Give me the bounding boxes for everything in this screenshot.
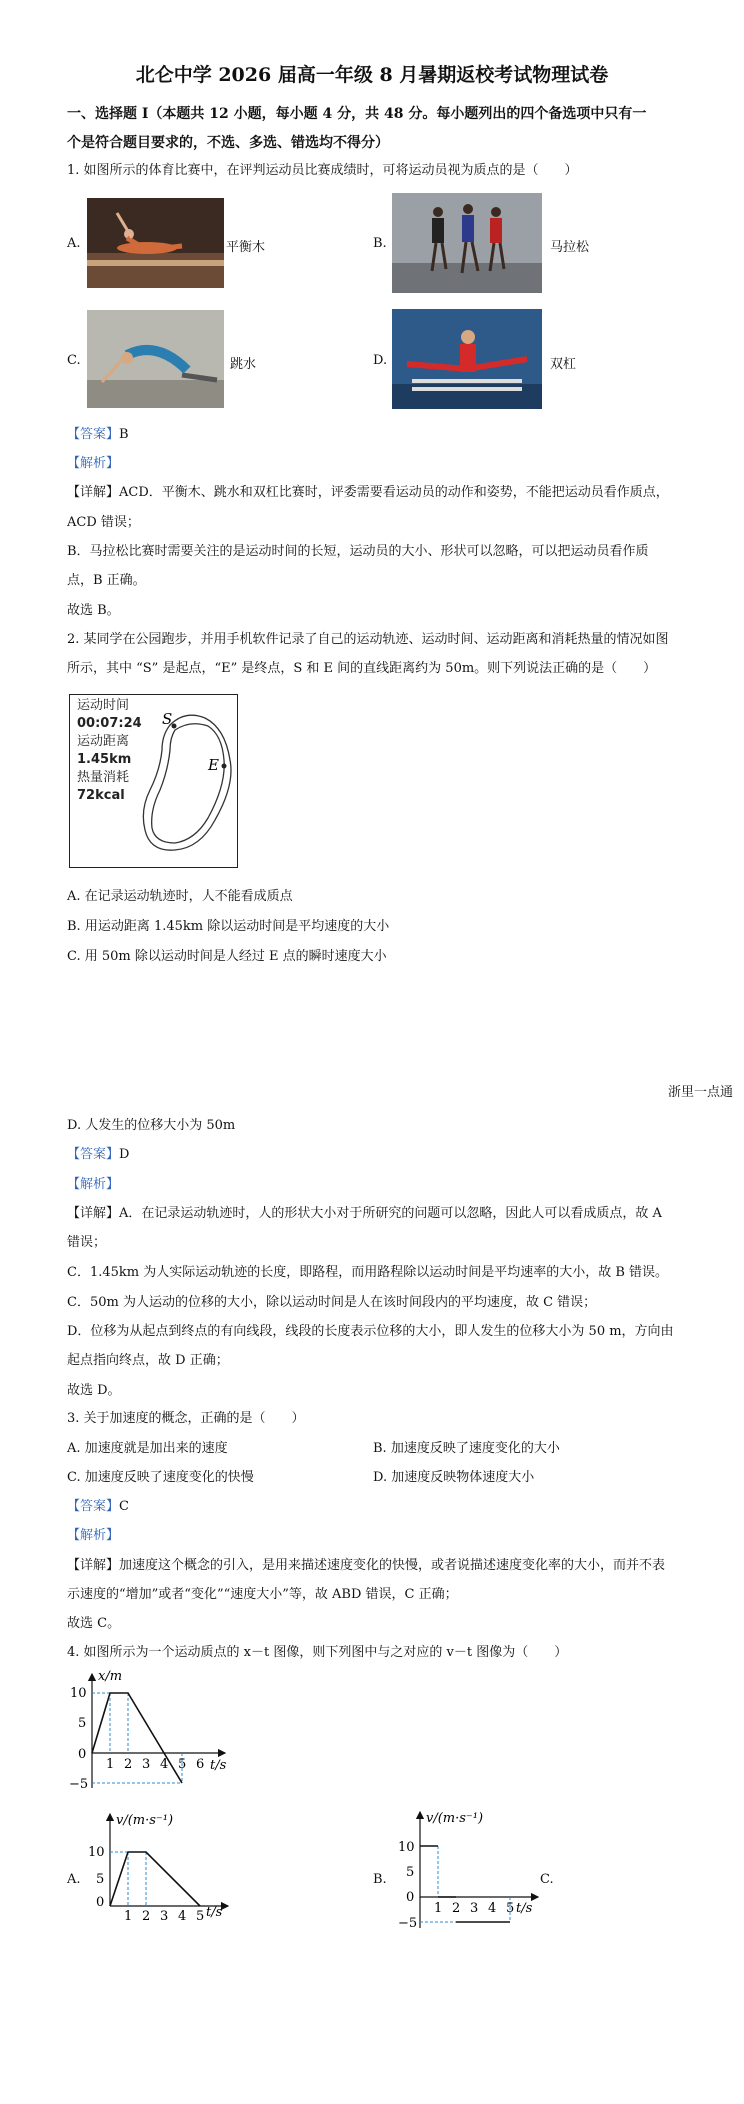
vt-b-xlabel: t/s	[516, 1901, 533, 1916]
end-marker: E	[208, 756, 219, 774]
q1-detail-tag: 【详解】	[67, 485, 120, 500]
vt-a-ytick-5: 5	[96, 1872, 105, 1887]
xt-xtick-1: 1	[106, 1757, 115, 1772]
run-calories-value: 72kcal	[77, 788, 125, 803]
q1-option-c-label: 跳水	[230, 357, 257, 372]
q1-option-d-letter: D.	[373, 353, 388, 368]
q1-option-a-label: 平衡木	[226, 240, 266, 255]
q2-detail-text-1: A．在记录运动轨迹时，人的形状大小对于所研究的问题可以忽略，因此人可以看成质点，故 A	[119, 1206, 662, 1221]
vt-a-ylabel: v/(m·s⁻¹)	[116, 1813, 174, 1828]
q4-stem: 4. 如图所示为一个运动质点的 x－t 图像，则下列图中与之对应的 v－t 图像为（ ）	[67, 1645, 568, 1660]
q2-answer	[67, 1146, 687, 1164]
vt-a-ytick-10: 10	[88, 1845, 105, 1860]
q2-answer-tag: 【答案】	[67, 1147, 120, 1162]
q3-detail-tag: 【详解】	[67, 1558, 120, 1573]
q1-option-d-label: 双杠	[550, 357, 577, 372]
xt-ytick-0: 0	[78, 1747, 87, 1762]
q2-detail-line-7: 故选 D。	[67, 1383, 121, 1398]
q2-answer-value: D	[119, 1147, 130, 1162]
q1-answer-value: B	[119, 427, 129, 442]
q1-detail-line-5: 故选 B。	[67, 603, 120, 618]
q1-answer	[67, 426, 687, 444]
q4-option-b-letter: B.	[373, 1872, 387, 1887]
q3-option-d: D. 加速度反映物体速度大小	[373, 1470, 535, 1485]
vt-a-curve	[110, 1852, 200, 1906]
q1-detail-line-4: 点，B 正确。	[67, 573, 146, 588]
section-heading-line-1: 一、选择题 I（本题共 12 小题，每小题 4 分，共 48 分。每小题列出的四个备选项中只有一	[67, 106, 647, 122]
xt-xtick-5: 5	[178, 1757, 187, 1772]
q3-detail-text-1: 加速度这个概念的引入，是用来描述速度变化的快慢，或者说描述速度变化率的大小，而并不表	[119, 1558, 666, 1573]
vt-graph-b	[398, 1808, 548, 1932]
q3-stem: 3. 关于加速度的概念，正确的是（ ）	[67, 1411, 305, 1426]
start-marker: S	[162, 710, 173, 728]
q1-stem: 1. 如图所示的体育比赛中，在评判运动员比赛成绩时，可将运动员视为质点的是（ ）	[67, 163, 578, 178]
running-track-path	[140, 700, 240, 865]
xt-xtick-2: 2	[124, 1757, 133, 1772]
xt-xtick-4: 4	[160, 1757, 169, 1772]
q2-option-a: A. 在记录运动轨迹时，人不能看成质点	[67, 889, 293, 904]
q2-option-d: D. 人发生的位移大小为 50m	[67, 1118, 236, 1133]
run-time-label: 运动时间	[77, 698, 130, 713]
q2-detail-line-1	[67, 1205, 687, 1223]
q4-option-a-letter: A.	[67, 1872, 81, 1887]
q3-detail-line-1	[67, 1557, 687, 1575]
q1-option-b-letter: B.	[373, 236, 387, 251]
vt-b-xtick-3: 3	[470, 1901, 479, 1916]
vt-a-xtick-4: 4	[178, 1909, 187, 1920]
vt-a-xtick-3: 3	[160, 1909, 169, 1920]
q2-option-b: B. 用运动距离 1.45km 除以运动时间是平均速度的大小	[67, 919, 390, 934]
q3-option-a: A. 加速度就是加出来的速度	[67, 1441, 228, 1456]
q1-option-a-letter: A.	[67, 236, 81, 251]
marathon-photo	[392, 193, 542, 293]
vt-graph-a	[88, 1808, 238, 1920]
q1-detail-line-1	[67, 484, 687, 502]
vt-a-xtick-1: 1	[124, 1909, 133, 1920]
q2-detail-line-2: 错误；	[67, 1235, 107, 1250]
q3-option-b: B. 加速度反映了速度变化的大小	[373, 1441, 560, 1456]
q2-stem-line-2: 所示，其中 “S” 是起点，“E” 是终点，S 和 E 间的直线距离约为 50m。则下列说法正确的是（ ）	[67, 661, 657, 676]
q2-stem-line-1: 2. 某同学在公园跑步，并用手机软件记录了自己的运动轨迹、运动时间、运动距离和消耗热量的情况如图	[67, 632, 669, 647]
vt-a-ytick-0: 0	[96, 1895, 105, 1910]
run-distance-label: 运动距离	[77, 734, 130, 749]
q1-detail-line-2: ACD 错误；	[67, 515, 140, 530]
vt-b-xtick-1: 1	[434, 1901, 443, 1916]
balance-beam-photo	[87, 198, 224, 288]
q3-analysis-tag: 【解析】	[67, 1528, 120, 1543]
page-title: 北仑中学 2026 届高一年级 8 月暑期返校考试物理试卷	[135, 64, 609, 86]
vt-b-xtick-4: 4	[488, 1901, 497, 1916]
section-heading	[67, 100, 687, 158]
xt-xtick-6: 6	[196, 1757, 205, 1772]
vt-b-ytick-0: 0	[406, 1890, 415, 1905]
q1-answer-tag: 【答案】	[67, 427, 120, 442]
xt-xlabel: t/s	[210, 1758, 227, 1773]
run-distance-value: 1.45km	[77, 752, 132, 767]
q1-analysis-tag: 【解析】	[67, 456, 120, 471]
watermark: 浙里一点通	[668, 1085, 734, 1100]
q1-detail-line-3: B．马拉松比赛时需要关注的是运动时间的长短，运动员的大小、形状可以忽略，可以把运动员看作质	[67, 544, 649, 559]
q4-option-c-letter: C.	[540, 1872, 554, 1887]
xt-ytick-neg5: −5	[69, 1777, 89, 1792]
vt-b-ytick-5: 5	[406, 1865, 415, 1880]
q3-answer-tag: 【答案】	[67, 1499, 120, 1514]
vt-b-ylabel: v/(m·s⁻¹)	[426, 1811, 484, 1826]
q2-analysis-tag: 【解析】	[67, 1177, 120, 1192]
q2-detail-line-4: C．50m 为人运动的位移的大小，除以运动时间是人在该时间段内的平均速度，故 C 错误；	[67, 1295, 597, 1310]
vt-b-xtick-5: 5	[506, 1901, 515, 1916]
q1-option-c-letter: C.	[67, 353, 81, 368]
q2-detail-tag: 【详解】	[67, 1206, 120, 1221]
diving-photo	[87, 310, 224, 408]
xt-ytick-5: 5	[78, 1716, 87, 1731]
q3-option-c: C. 加速度反映了速度变化的快慢	[67, 1470, 254, 1485]
q2-detail-line-5: D．位移为从起点到终点的有向线段，线段的长度表示位移的大小，即人发生的位移大小为 50 m，方向由	[67, 1324, 674, 1339]
q1-option-b-label: 马拉松	[550, 240, 590, 255]
q1-detail-text-1: ACD．平衡木、跳水和双杠比赛时，评委需要看运动员的动作和姿势，不能把运动员看作质点，	[119, 485, 669, 500]
q2-option-c: C. 用 50m 除以运动时间是人经过 E 点的瞬时速度大小	[67, 949, 387, 964]
vt-a-xtick-2: 2	[142, 1909, 151, 1920]
vt-b-xtick-2: 2	[452, 1901, 461, 1916]
xt-graph	[60, 1668, 240, 1800]
vt-a-xlabel: t/s	[206, 1905, 223, 1920]
q3-answer	[67, 1498, 687, 1516]
q2-detail-line-3: C．1.45km 为人实际运动轨迹的长度，即路程，而用路程除以运动时间是平均速率的大小，故 B 错误。	[67, 1265, 669, 1280]
xt-xtick-3: 3	[142, 1757, 151, 1772]
q3-answer-value: C	[119, 1499, 129, 1514]
vt-b-ytick-10: 10	[398, 1840, 415, 1855]
run-calories-label: 热量消耗	[77, 770, 130, 785]
q3-detail-line-3: 故选 C。	[67, 1616, 121, 1631]
run-time-value: 00:07:24	[77, 716, 142, 731]
vt-a-xtick-5: 5	[196, 1909, 205, 1920]
parallel-bars-photo	[392, 309, 542, 409]
xt-ytick-10: 10	[70, 1686, 87, 1701]
section-heading-line-2: 个是符合题目要求的，不选、多选、错选均不得分）	[67, 135, 389, 151]
xt-ylabel: x/m	[98, 1669, 123, 1684]
vt-b-ytick-neg5: −5	[398, 1916, 418, 1931]
q2-detail-line-6: 起点指向终点，故 D 正确；	[67, 1353, 229, 1368]
q3-detail-line-2: 示速度的“增加”或者“变化”“速度大小”等，故 ABD 错误，C 正确；	[67, 1587, 458, 1602]
